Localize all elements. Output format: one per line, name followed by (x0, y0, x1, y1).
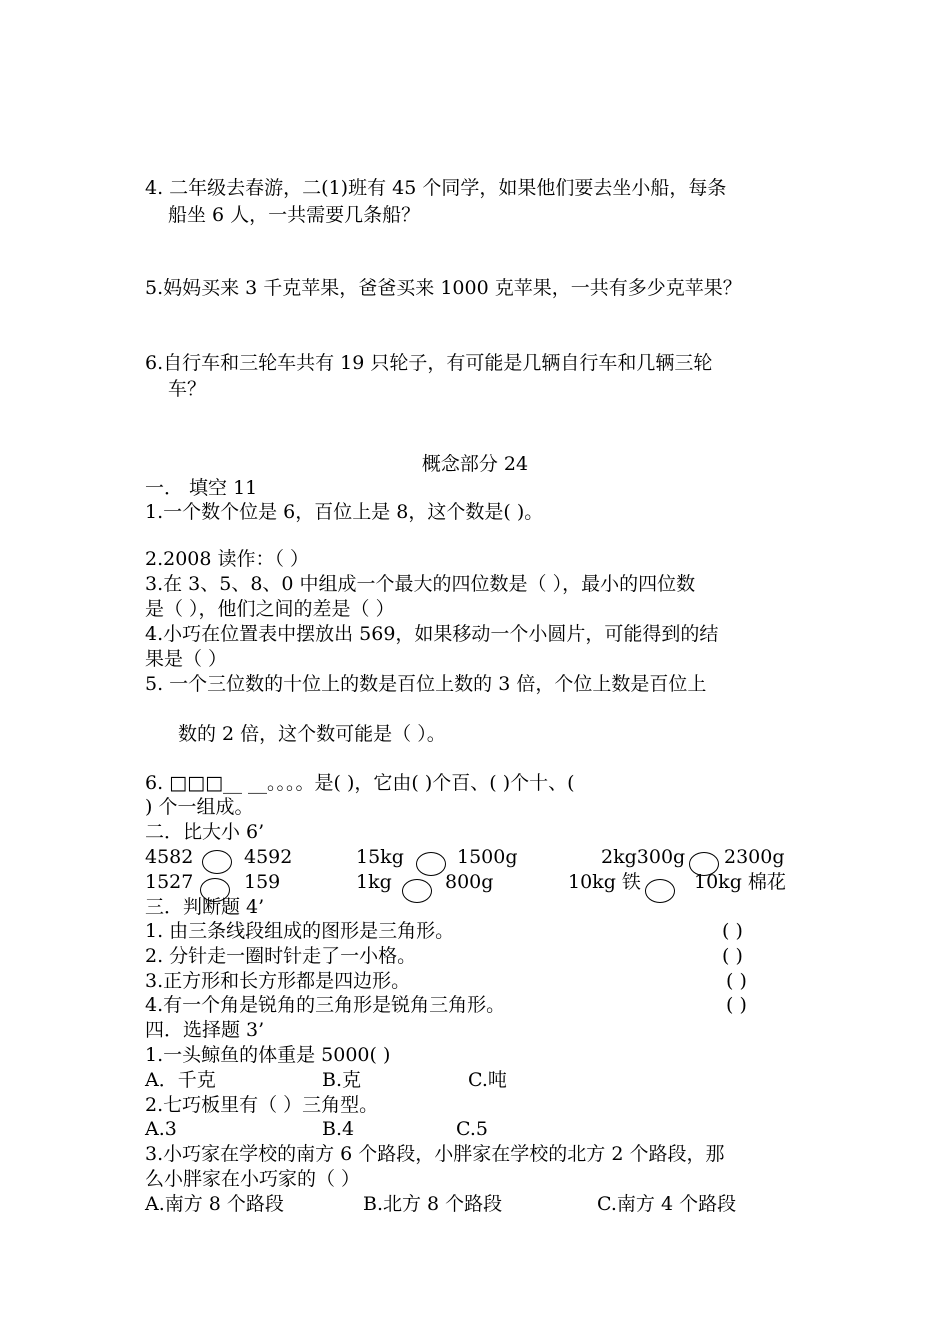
compare-circle (416, 852, 446, 876)
problem-4-line2: 船坐 6 人，一共需要几条船？ (168, 204, 421, 226)
compare-r2-d: 800g (445, 871, 494, 893)
fill-q4-line2: 果是（ ） (145, 648, 228, 670)
fill-q3-line1: 3.在 3、5、8、0 中组成一个最大的四位数是（ ），最小的四位数 (145, 573, 696, 595)
judge-item-3: 3.正方形和长方形都是四边形。 (145, 970, 411, 992)
compare-r2-b: 159 (244, 871, 281, 893)
compare-r1-d: 1500g (457, 846, 518, 868)
problem-5: 5.妈妈买来 3 千克苹果，爸爸买来 1000 克苹果，一共有多少克苹果？ (145, 277, 742, 299)
choice-q1-opt-a: A．千克 (145, 1069, 216, 1091)
judge-paren-4: ( ) (726, 994, 747, 1016)
fill-q2: 2.2008 读作：（ ） (145, 548, 310, 570)
compare-heading: 二．比大小 6’ (145, 821, 265, 843)
fill-q1: 1.一个数个位是 6，百位上是 8，这个数是( )。 (145, 501, 544, 523)
choice-q2: 2.七巧板里有（ ）三角型。 (145, 1094, 379, 1116)
compare-r2-a: 1527 (145, 871, 194, 893)
choice-q3-opt-b: B.北方 8 个路段 (363, 1193, 503, 1215)
compare-r1-e: 2kg300g (601, 846, 686, 868)
problem-6-line1: 6.自行车和三轮车共有 19 只轮子，有可能是几辆自行车和几辆三轮 (145, 352, 713, 374)
judge-paren-3: ( ) (726, 970, 747, 992)
choice-q3-line1: 3.小巧家在学校的南方 6 个路段，小胖家在学校的北方 2 个路段，那 (145, 1143, 725, 1165)
fill-q3-line2: 是（ ），他们之间的差是（ ） (145, 598, 395, 620)
choice-q1-opt-c: C.吨 (468, 1069, 507, 1091)
judge-paren-1: ( ) (722, 920, 743, 942)
compare-r1-b: 4592 (244, 846, 293, 868)
compare-r2-c: 1kg (356, 871, 392, 893)
choice-q2-opt-c: C.5 (456, 1118, 488, 1140)
choice-q3-opt-c: C.南方 4 个路段 (597, 1193, 737, 1215)
fill-heading: 一． 填空 11 (145, 477, 258, 499)
fill-q6-line1: 6. □□□__ __。。。。是( )，它由( )个百、( )个十、( (145, 772, 575, 794)
choice-q3-opt-a: A.南方 8 个路段 (145, 1193, 284, 1215)
choice-q2-opt-a: A.3 (145, 1118, 177, 1140)
fill-q4-line1: 4.小巧在位置表中摆放出 569，如果移动一个小圆片，可能得到的结 (145, 623, 719, 645)
fill-q5-line1: 5. 一个三位数的十位上的数是百位上数的 3 倍，个位上数是百位上 (145, 673, 707, 695)
compare-r2-e: 10kg 铁 (568, 871, 641, 893)
choice-q1-opt-b: B.克 (322, 1069, 362, 1091)
problem-6-line2: 车？ (168, 378, 207, 400)
choice-q2-opt-b: B.4 (322, 1118, 355, 1140)
fill-q5-line2: 数的 2 倍，这个数可能是（ ）。 (178, 723, 446, 745)
compare-r1-c: 15kg (356, 846, 404, 868)
judge-heading: 三．判断题 4’ (145, 896, 265, 918)
compare-circle (202, 850, 232, 874)
judge-item-1: 1. 由三条线段组成的图形是三角形。 (145, 920, 455, 942)
problem-4-line1: 4. 二年级去春游，二(1)班有 45 个同学，如果他们要去坐小船，每条 (145, 177, 727, 199)
compare-r2-f: 10kg 棉花 (694, 871, 786, 893)
choice-q3-line2: 么小胖家在小巧家的（ ） (145, 1168, 361, 1190)
choice-q1: 1.一头鲸鱼的体重是 5000( ) (145, 1044, 391, 1066)
compare-circle (402, 879, 432, 903)
judge-item-4: 4.有一个角是锐角的三角形是锐角三角形。 (145, 994, 506, 1016)
compare-r1-a: 4582 (145, 846, 194, 868)
section-title: 概念部分 24 (421, 453, 529, 475)
choice-heading: 四．选择题 3’ (145, 1019, 265, 1041)
fill-q6-line2: ) 个一组成。 (145, 796, 254, 818)
judge-paren-2: ( ) (722, 945, 743, 967)
compare-r1-f: 2300g (724, 846, 785, 868)
judge-item-2: 2. 分针走一圈时针走了一小格。 (145, 945, 417, 967)
compare-circle (645, 879, 675, 903)
